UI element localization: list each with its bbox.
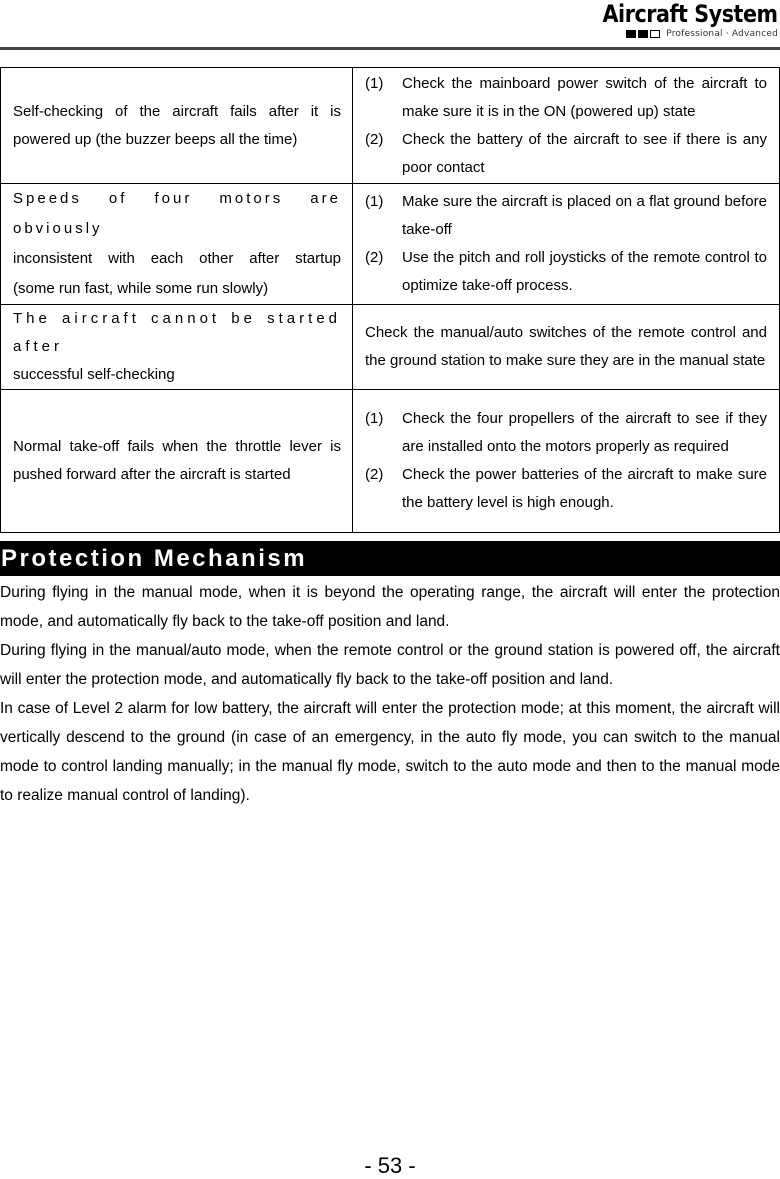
problem-text: Normal take-off fails when the throttle lever is pushed forward after the aircraft is started (13, 438, 341, 483)
step-text: Check the mainboard power switch of the aircraft to make sure it is in the ON (powered up) state (402, 74, 767, 120)
solution-text: Check the manual/auto switches of the remote control and the ground station to make sure they are in the manual state (365, 324, 767, 369)
paragraph: During flying in the manual mode, when it is beyond the operating range, the aircraft will enter the protection mode, and automatically fly back to the take-off position and land. (0, 584, 780, 630)
solution-step (365, 461, 767, 517)
table-row (1, 305, 780, 390)
filled-square-icon (638, 30, 648, 38)
problem-text-line: Speeds of four motors are obviously (13, 190, 341, 237)
section-heading: Protection Mechanism (0, 541, 780, 576)
step-number: (1) (365, 410, 384, 427)
step-number: (2) (365, 466, 384, 483)
solution-step (365, 70, 767, 126)
page-header (0, 0, 780, 52)
protection-body (0, 578, 780, 810)
problem-text: Self-checking of the aircraft fails after it is powered up (the buzzer beeps all the time) (13, 102, 341, 148)
table-row (1, 390, 780, 533)
step-number: (2) (365, 130, 384, 148)
table-row (1, 68, 780, 184)
step-text: Check the power batteries of the aircraft to make sure the battery level is high enough. (402, 466, 767, 511)
problem-text-line: The aircraft cannot be started after (13, 310, 341, 355)
paragraph: In case of Level 2 alarm for low battery, the aircraft will enter the protection mode; at this moment, the aircraft will vertically descend to the ground (in case of an emergency, in the auto fly mode, you can switch to the manual mode to control landing manually; in the manual fly mode, switch to the auto mode and then to the manual mode to realize manual control of landing). (0, 700, 780, 804)
solution-cell (353, 68, 780, 184)
step-number: (1) (365, 74, 384, 92)
solution-step (365, 244, 767, 300)
page-number: - 53 - (364, 1153, 416, 1178)
problem-text-line: (some run fast, while some run slowly) (13, 280, 269, 297)
step-text: Check the battery of the aircraft to see if there is any poor contact (402, 130, 767, 176)
step-text: Make sure the aircraft is placed on a flat ground before take-off (402, 193, 767, 238)
brand-title: Aircraft System (602, 0, 778, 28)
step-number: (1) (365, 193, 384, 210)
step-text: Use the pitch and roll joysticks of the remote control to optimize take-off process. (402, 249, 767, 294)
problem-cell (1, 305, 353, 390)
step-text: Check the four propellers of the aircraft to see if they are installed onto the motors properly as required (402, 410, 767, 455)
troubleshooting-table (0, 67, 780, 533)
brand-tagline: Professional · Advanced (666, 29, 778, 39)
problem-cell (1, 68, 353, 184)
table-row (1, 184, 780, 305)
brand-subline (626, 28, 778, 40)
solution-step (365, 188, 767, 244)
step-number: (2) (365, 249, 384, 266)
solution-step (365, 126, 767, 182)
problem-text-line: successful self-checking (13, 366, 175, 383)
solution-step (365, 405, 767, 461)
header-divider (0, 47, 780, 50)
solution-cell (353, 184, 780, 305)
problem-text-line: inconsistent with each other after startup (13, 250, 341, 267)
empty-square-icon (650, 30, 660, 38)
problem-cell (1, 184, 353, 305)
solution-cell (353, 390, 780, 533)
paragraph: During flying in the manual/auto mode, when the remote control or the ground station is powered off, the aircraft will enter the protection mode, and automatically fly back to the take-off position and land. (0, 642, 780, 688)
solution-cell (353, 305, 780, 390)
filled-square-icon (626, 30, 636, 38)
problem-cell (1, 390, 353, 533)
